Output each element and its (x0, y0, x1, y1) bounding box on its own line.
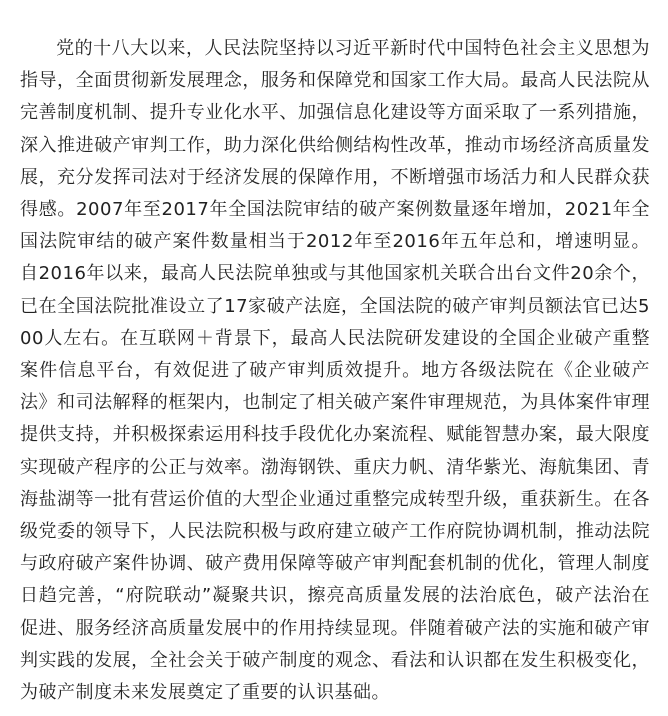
article-paragraph (20, 33, 650, 709)
paragraph-text: 党的十八大以来，人民法院坚持以习近平新时代中国特色社会主义思想为指导，全面贯彻新发展理念，服务和保障党和国家工作大局。最高人民法院从完善制度机制、提升专业化水平、加强信息化建设等方面采取了一系列措施，深入推进破产审判工作，助力深化供给侧结构性改革，推动市场经济高质量发展，充分发挥司法对于经济发展的保障作用，不断增强市场活力和人民群众获得感。2007年至2017年全国法院审结的破产案例数量逐年增加，2021年全国法院审结的破产案件数量相当于2012年至2016年五年总和，增速明显。自2016年以来，最高人民法院单独或与其他国家机关联合出台文件20余个，已在全国法院批准设立了17家破产法庭，全国法院的破产审判员额法官已达500人左右。在互联网＋背景下，最高人民法院研发建设的全国企业破产重整案件信息平台，有效促进了破产审判质效提升。地方各级法院在《企业破产法》和司法解释的框架内，也制定了相关破产案件审理规范，为具体案件审理提供支持，并积极探索运用科技手段优化办案流程、赋能智慧办案，最大限度实现破产程序的公正与效率。渤海钢铁、重庆力帆、清华紫光、海航集团、青海盐湖等一批有营运价值的大型企业通过重整完成转型升级，重获新生。在各级党委的领导下，人民法院积极与政府建立破产工作府院协调机制，推动法院与政府破产案件协调、破产费用保障等破产审判配套机制的优化，管理人制度日趋完善，“府院联动”凝聚共识，擦亮高质量发展的法治底色，破产法治在促进、服务经济高质量发展中的作用持续显现。伴随着破产法的实施和破产审判实践的发展，全社会关于破产制度的观念、看法和认识都在发生积极变化，为破产制度未来发展奠定了重要的认识基础。 (20, 38, 650, 704)
article-body (20, 33, 650, 709)
